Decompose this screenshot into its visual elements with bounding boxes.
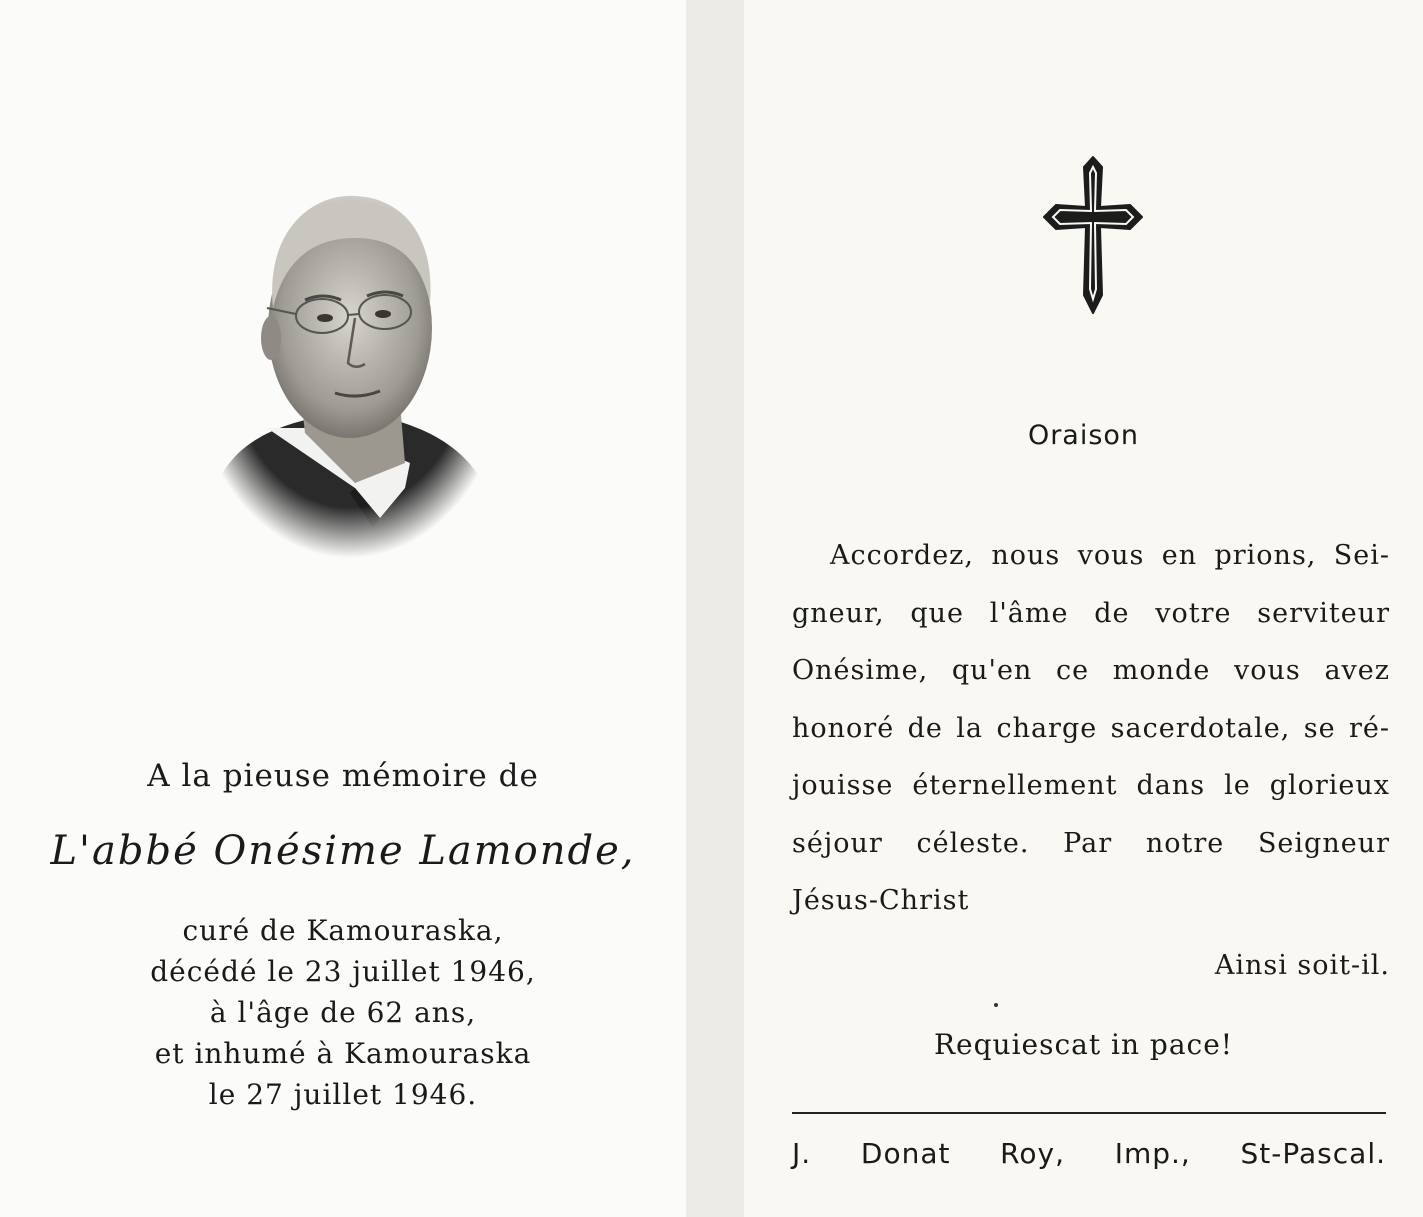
amen-line: Ainsi soit-il.: [1214, 950, 1390, 981]
divider-rule: [792, 1112, 1386, 1114]
priest-portrait-image: [205, 188, 495, 558]
prayer-line: jouisse éternellement dans le glorieux: [792, 770, 1390, 801]
printer-credit: J. Donat Roy, Imp., St-Pascal.: [792, 1137, 1386, 1170]
detail-line: et inhumé à Kamouraska: [154, 1037, 532, 1070]
memorial-intro: A la pieuse mémoire de: [147, 758, 539, 794]
deceased-name: L'abbé Onésime Lamonde,: [50, 828, 636, 874]
prayer-line: Accordez, nous vous en prions, Sei-: [830, 540, 1390, 571]
prayer-text: [792, 527, 1390, 930]
detail-line: curé de Kamouraska,: [182, 914, 504, 947]
prayer-line: Onésime, qu'en ce monde vous avez: [792, 655, 1390, 686]
prayer-line: honoré de la charge sacerdotale, se ré-: [792, 712, 1390, 744]
prayer-line: séjour céleste. Par notre Seigneur: [792, 827, 1390, 859]
dot-mark: [994, 1003, 998, 1007]
detail-line: décédé le 23 juillet 1946,: [150, 955, 536, 988]
detail-line: le 27 juillet 1946.: [208, 1078, 478, 1111]
memorial-card-front: [0, 0, 686, 1217]
life-details: [0, 910, 686, 1115]
prayer-line: Jésus-Christ: [792, 885, 970, 916]
detail-line: à l'âge de 62 ans,: [209, 996, 477, 1029]
requiescat-line: Requiescat in pace!: [933, 1028, 1234, 1061]
prayer-title: Oraison: [1027, 420, 1140, 451]
ornate-cross-icon: [1042, 155, 1144, 315]
prayer-line: gneur, que l'âme de votre serviteur: [792, 597, 1390, 629]
